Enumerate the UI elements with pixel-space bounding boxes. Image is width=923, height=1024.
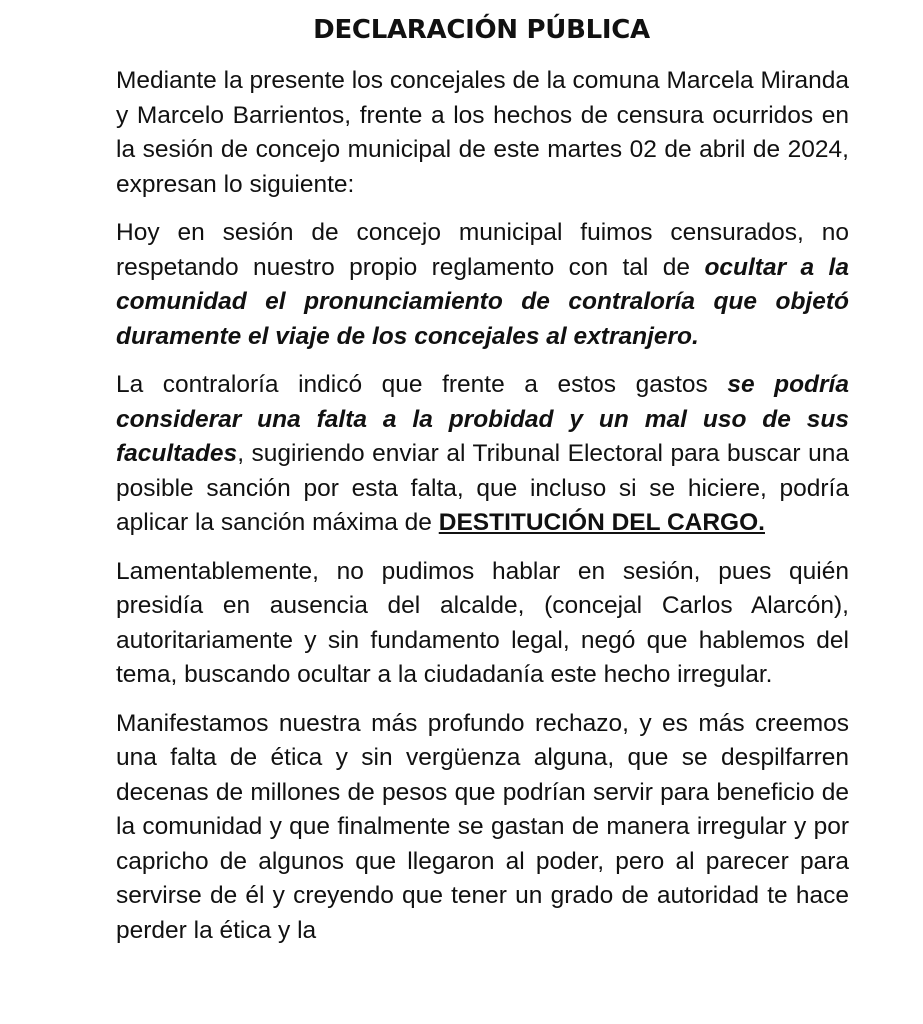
paragraph-text: , sugiriendo enviar al Tribunal Electoral para buscar una posible sanción por esta falta, que incluso si se hiciere, podría aplicar la sanción máxima de <box>116 440 849 536</box>
paragraph-censura <box>116 216 849 354</box>
paragraph-sesion <box>116 555 849 693</box>
paragraph-text: Mediante la presente los concejales de la comuna Marcela Miranda y Marcelo Barrientos, frente a los hechos de censura ocurridos en la sesión de concejo municipal de este martes 02 de abril de 2024, expresan lo siguiente: <box>116 67 849 198</box>
emphasis-text: se podría considerar una falta a la probidad y un mal uso de sus facultades <box>116 371 849 467</box>
paragraph-intro <box>116 64 849 202</box>
emphasis-text: ocultar a la comunidad el pronunciamiento de contraloría que objetó duramente el viaje de los concejales al extranjero. <box>116 253 849 350</box>
paragraph-text: La contraloría indicó que frente a estos gastos <box>116 371 728 398</box>
document-title: DECLARACIÓN PÚBLICA <box>313 15 650 45</box>
paragraph-text: Manifestamos nuestra más profundo rechazo, y es más creemos una falta de ética y sin vergüenza alguna, que se despilfarren decenas de millones de pesos que podrían servir para beneficio de la comunidad y que finalmente se gastan de manera irregular y por capricho de algunos que llegaron al poder, pero al parecer para servirse de él y creyendo que tener un grado de autoridad te hace perder la ética y la <box>116 709 849 944</box>
paragraph-text: Hoy en sesión de concejo municipal fuimos censurados, no respetando nuestro propio reglamento con tal de <box>116 219 849 281</box>
paragraph-rechazo <box>116 707 849 949</box>
document-body <box>116 64 849 962</box>
underlined-emphasis-text: DESTITUCIÓN DEL CARGO. <box>438 509 765 536</box>
paragraph-contraloria <box>116 368 849 541</box>
paragraph-text: Lamentablemente, no pudimos hablar en sesión, pues quién presidía en ausencia del alcalde, (concejal Carlos Alarcón), autoritariamente y sin fundamento legal, negó que hablemos del tema, buscando ocultar a la ciudadanía este hecho irregular. <box>116 557 849 688</box>
